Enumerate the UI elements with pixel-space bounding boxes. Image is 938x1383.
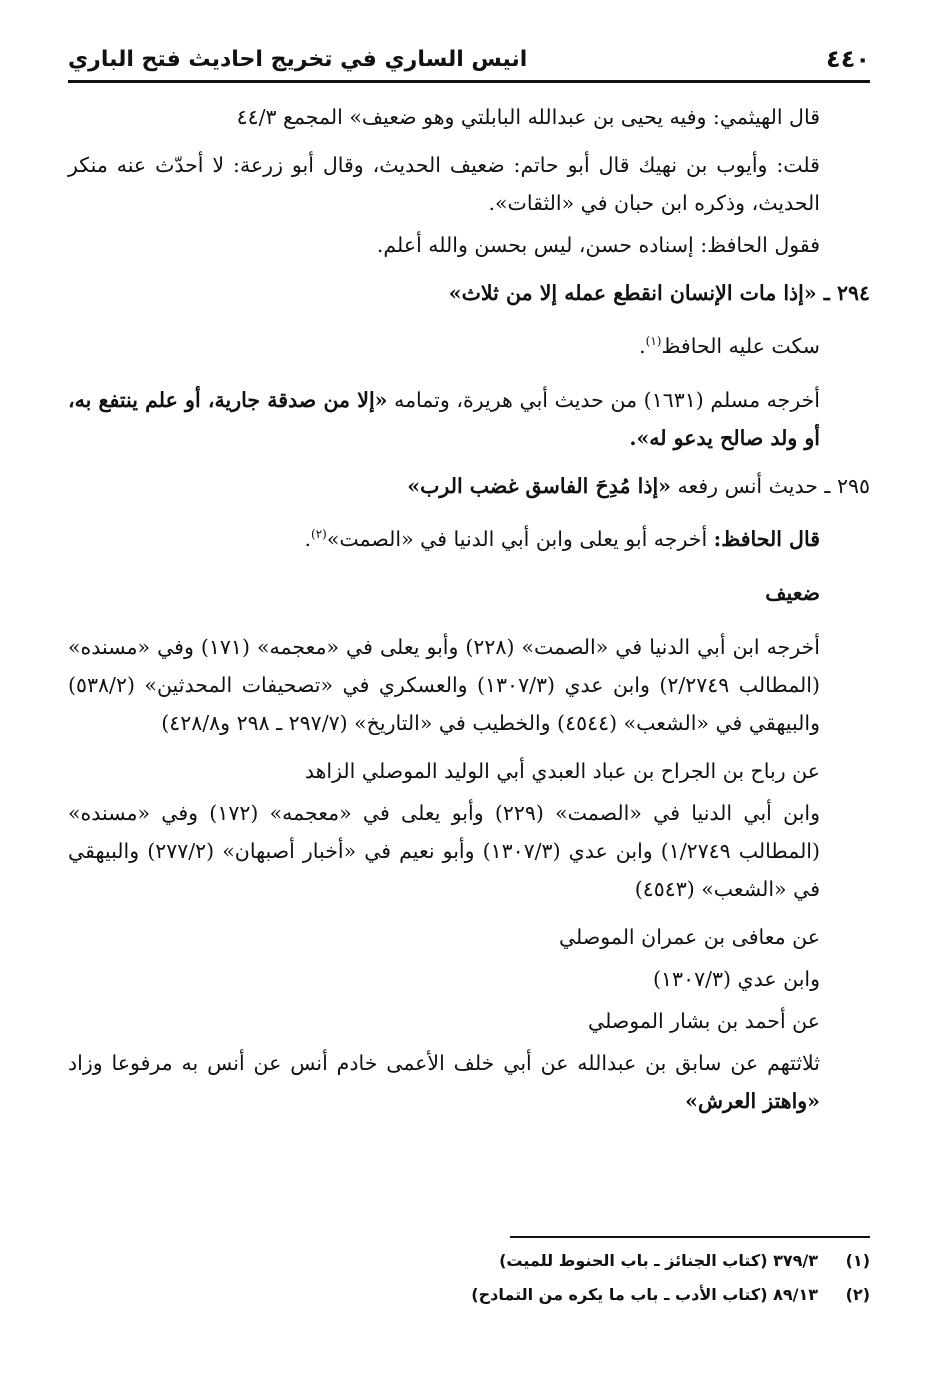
hadith-294-silent: سكت عليه الحافظ$^{(١)}$. (639, 333, 820, 358)
conclusion-bold: «واهتز العرش» (685, 1088, 820, 1113)
footnote-ref-2: (٢) (311, 526, 327, 541)
conclusion-lead: ثلاثتهم عن سابق بن عبدالله عن أبي خلف الأعمى خادم أنس عن أنس به مرفوعا وزاد (68, 1050, 820, 1075)
chain-1: عن رباح بن الجراح بن عباد العبدي أبي الوليد الموصلي الزاهد (304, 758, 820, 783)
footnote-rule (510, 1236, 870, 1238)
hadith-294-title: ٢٩٤ ـ «إذا مات الإنسان انقطع عمله إلا من ثلاث» (448, 281, 870, 305)
hadith-295-title (68, 467, 870, 505)
page-header (68, 40, 870, 78)
book-title: انيس الساري في تخريج احاديث فتح الباري (68, 46, 528, 72)
hafiz-label: قال الحافظ: (713, 526, 820, 551)
silent-text: سكت عليه الحافظ (661, 333, 820, 358)
takhrij-3: وابن عدي (١٣٠٧/٣) (653, 966, 820, 991)
title-lead: ٢٩٥ ـ حديث أنس رفعه (670, 473, 870, 498)
takhrij-lead: أخرجه مسلم (١٦٣١) من حديث أبي هريرة، وتمامه (387, 387, 821, 412)
conclusion (68, 1044, 870, 1120)
hafiz-statement: قال الحافظ: أخرجه أبو يعلى وابن أبي الدنيا في «الصمت»$^{(٢)}$. (304, 526, 820, 551)
takhrij-bold: «إلا من صدقة جارية، أو علم ينتفع به، أو ولد صالح يدعو له». (68, 387, 820, 450)
title-bold: «إذا مُدِحَ الفاسق غضب الرب» (407, 473, 671, 498)
verdict-paragraph: فقول الحافظ: إسناده حسن، ليس بحسن والله أعلم. (376, 233, 820, 257)
footnotes (68, 1244, 870, 1312)
haythami-quote: قال الهيثمي: وفيه يحيى بن عبدالله البابلتي وهو ضعيف» المجمع ٤٤/٣ (236, 105, 820, 129)
header-rule (68, 80, 870, 83)
footnote-ref-1: (١) (645, 334, 662, 348)
footnote-1 (68, 1244, 870, 1278)
hafiz-text: أخرجه أبو يعلى وابن أبي الدنيا في «الصمت» (326, 526, 714, 551)
main-text (68, 98, 870, 1130)
footnote-text: ٨٩/١٣ (كتاب الأدب ـ باب ما يكره من التمادح) (471, 1285, 818, 1304)
footnote-2 (68, 1278, 870, 1312)
chain-3: عن أحمد بن بشار الموصلي (588, 1008, 820, 1033)
hadith-294-takhrij (68, 381, 870, 457)
footnote-text: ٣٧٩/٣ (كتاب الجنائز ـ باب الحنوط للميت) (499, 1251, 818, 1270)
author-comment: قلت: وأيوب بن نهيك قال أبو حاتم: ضعيف الحديث، وقال أبو زرعة: لا أحدّث عنه منكر الحديث، وذكره ابن حبان في «الثقات». (68, 153, 820, 215)
grade-label: ضعيف (765, 580, 820, 605)
footnote-number: (١) (845, 1251, 870, 1270)
page-number: ٤٤٠ (826, 45, 870, 73)
chain-2: عن معافى بن عمران الموصلي (558, 924, 820, 949)
footnote-number: (٢) (845, 1285, 870, 1304)
takhrij-1: أخرجه ابن أبي الدنيا في «الصمت» (٢٢٨) وأبو يعلى في «معجمه» (١٧١) وفي «مسنده» (المطالب ٢/٢٧٤٩) وابن عدي (١٣٠٧/٣) والعسكري في «تصحيفات المحدثين» (٥٣٨/٢) والبيهقي في «الشعب» (٤٥٤٤) والخطيب في «التاريخ» (٢٩٧/٧ ـ ٢٩٨ و٤٢٨/٨) (68, 634, 821, 735)
takhrij-2: وابن أبي الدنيا في «الصمت» (٢٢٩) وأبو يعلى في «معجمه» (١٧٢) وفي «مسنده» (المطالب ١/٢٧٤٩) وابن عدي (١٣٠٧/٣) وأبو نعيم في «أخبار أصبهان» (٢٧٧/٢) والبيهقي في «الشعب» (٤٥٤٣) (68, 800, 821, 901)
